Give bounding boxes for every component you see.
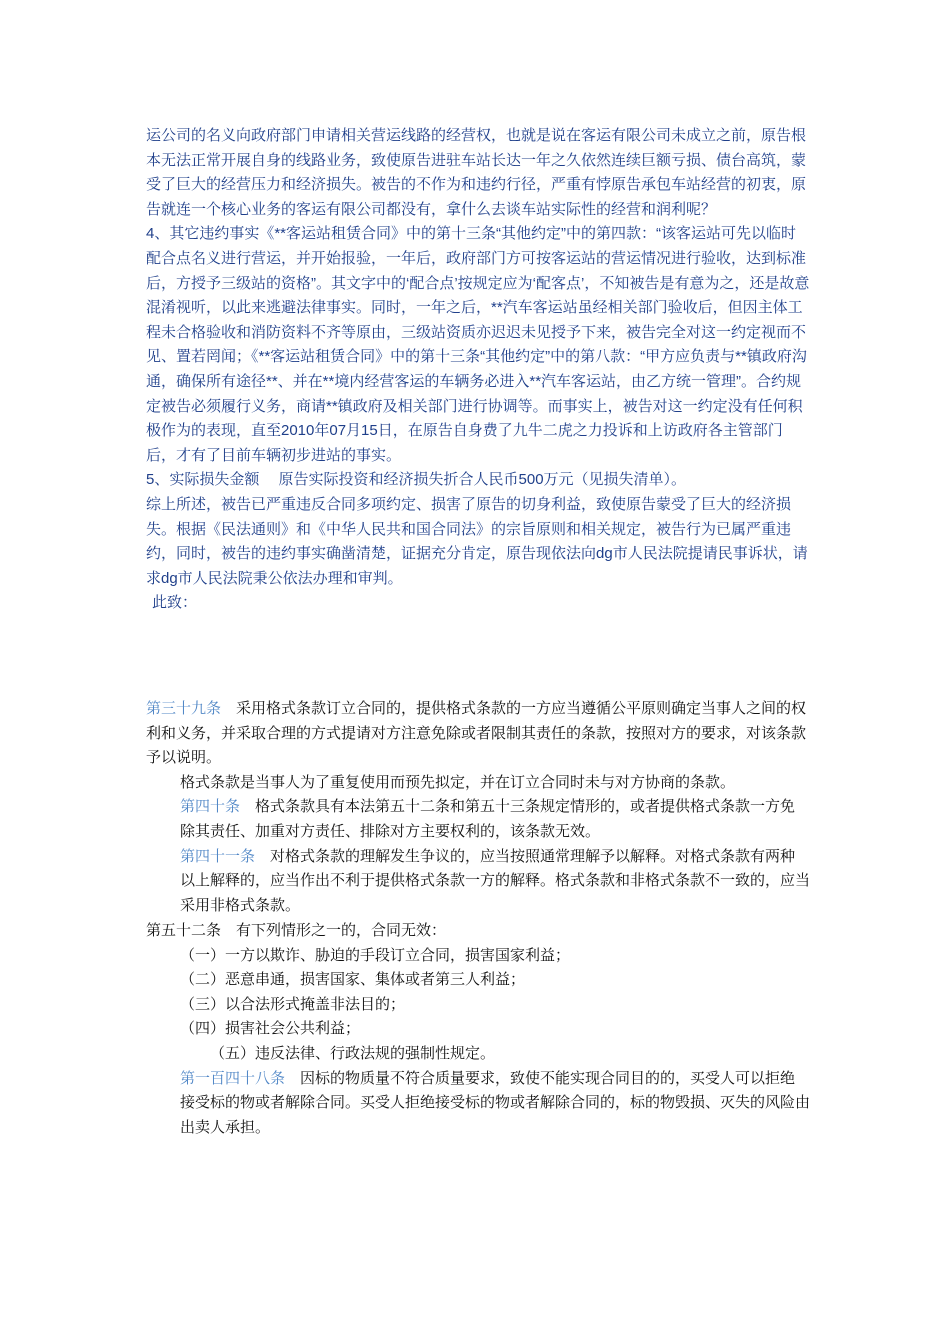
article-148-text: 因标的物质量不符合质量要求，致使不能实现合同目的的，买受人可以拒绝接受标的物或者解除合同。买受人拒绝接受标的物或者解除合同的，标的物毁损、灭失的风险由出卖人承担。 — [180, 1068, 811, 1136]
article-52-item-5: （五）违反法律、行政法规的强制性规定。 — [210, 1043, 496, 1062]
paragraph-other-breach: 4、其它违约事实《**客运站租赁合同》中的第十三条“其他约定”中的第四款：“该客运站可先以临时配合点名义进行营运，并开始报验，一年后，政府部门方可按客运站的营运情况进行验收，达到标准后，方授予三级站的资格”。其文字中的‘配合点’按规定应为‘配客点’，不知被告是有意为之，还是故意混淆视听，以此来逃避法律事实。同时，一年之后，**汽车客运站虽经相关部门验收后，但因主体工程未合格验收和消防资料不齐等原由，三级站资质亦迟迟未见授予下来，被告完全对这一约定视而不见、置若罔闻；《**客运站租赁合同》中的第十三条“其他约定”中的第八款：“甲方应负责与**镇政府沟通，确保所有途径**、并在**境内经营客运的车辆务必进入**汽车客运站，由乙方统一管理”。合约规定被告必须履行义务，商请**镇政府及相关部门进行协调等。而事实上，被告对这一约定没有任何积极作为的表现，直至2010年07月15日，在原告自身费了九牛二虎之力投诉和上访政府各主管部门后，才有了目前车辆初步进站的事实。 — [146, 225, 810, 464]
article-52-title: 第五十二条 有下列情形之一的，合同无效： — [146, 921, 447, 939]
paragraph-actual-loss: 5、实际损失金额 原告实际投资和经济损失折合人民币500万元（见损失清单）。 — [146, 471, 687, 489]
article-52-item-1: （一）一方以欺诈、胁迫的手段订立合同，损害国家利益； — [180, 945, 571, 964]
article-52-item-2: （二）恶意串通，损害国家、集体或者第三人利益； — [180, 970, 526, 989]
article-52-item-4: （四）损害社会公共利益； — [180, 1019, 361, 1038]
article-40-text: 格式条款具有本法第五十二条和第五十三条规定情形的，或者提供格式条款一方免除其责任、加重对方责任、排除对方主要权利的，该条款无效。 — [180, 797, 796, 840]
article-41 — [146, 844, 810, 918]
contract-law-excerpts — [146, 696, 810, 917]
complaint-body — [146, 124, 810, 616]
article-40 — [146, 794, 810, 843]
closing-salutation: 此致： — [152, 594, 198, 612]
paragraph-business-license: 运公司的名义向政府部门申请相关营运线路的经营权，也就是说在客运有限公司未成立之前，原告根本无法正常开展自身的线路业务，致使原告进驻车站长达一年之久依然连续巨额亏损、债台高筑，蒙受了巨大的经营压力和经济损失。被告的不作为和违约行径，严重有悖原告承包车站经营的初衷，原告就连一个核心业务的客运有限公司都没有，拿什么去谈车站实际性的经营和润利呢？ — [146, 127, 807, 218]
article-40-number: 第四十条 — [180, 797, 241, 816]
article-41-text: 对格式条款的理解发生争议的，应当按照通常理解予以解释。对格式条款有两种以上解释的，应当作出不利于提供格式条款一方的解释。格式条款和非格式条款不一致的，应当采用非格式条款。 — [180, 846, 811, 914]
article-39-text: 采用格式条款订立合同的，提供格式条款的一方应当遵循公平原则确定当事人之间的权利和义务，并采取合理的方式提请对方注意免除或者限制其责任的条款，按照对方的要求，对该条款予以说明。 — [146, 699, 807, 767]
article-148-number: 第一百四十八条 — [180, 1068, 286, 1087]
article-52-block — [146, 918, 810, 1139]
article-39-definition: 格式条款是当事人为了重复使用而预先拟定，并在订立合同时未与对方协商的条款。 — [180, 772, 736, 791]
article-39 — [146, 696, 810, 770]
article-148 — [146, 1066, 810, 1140]
article-41-number: 第四十一条 — [180, 846, 256, 865]
paragraph-conclusion: 综上所述，被告已严重违反合同多项约定、损害了原告的切身利益，致使原告蒙受了巨大的经济损失。根据《民法通则》和《中华人民共和国合同法》的宗旨原则和相关规定，被告行为已属严重违约，同时，被告的违约事实确凿清楚，证据充分肯定，原告现依法向dg市人民法院提请民事诉状，请求dg市人民法院秉公依法办理和审判。 — [146, 495, 808, 587]
article-39-number: 第三十九条 — [146, 699, 222, 717]
article-52-item-3: （三）以合法形式掩盖非法目的； — [180, 994, 406, 1013]
